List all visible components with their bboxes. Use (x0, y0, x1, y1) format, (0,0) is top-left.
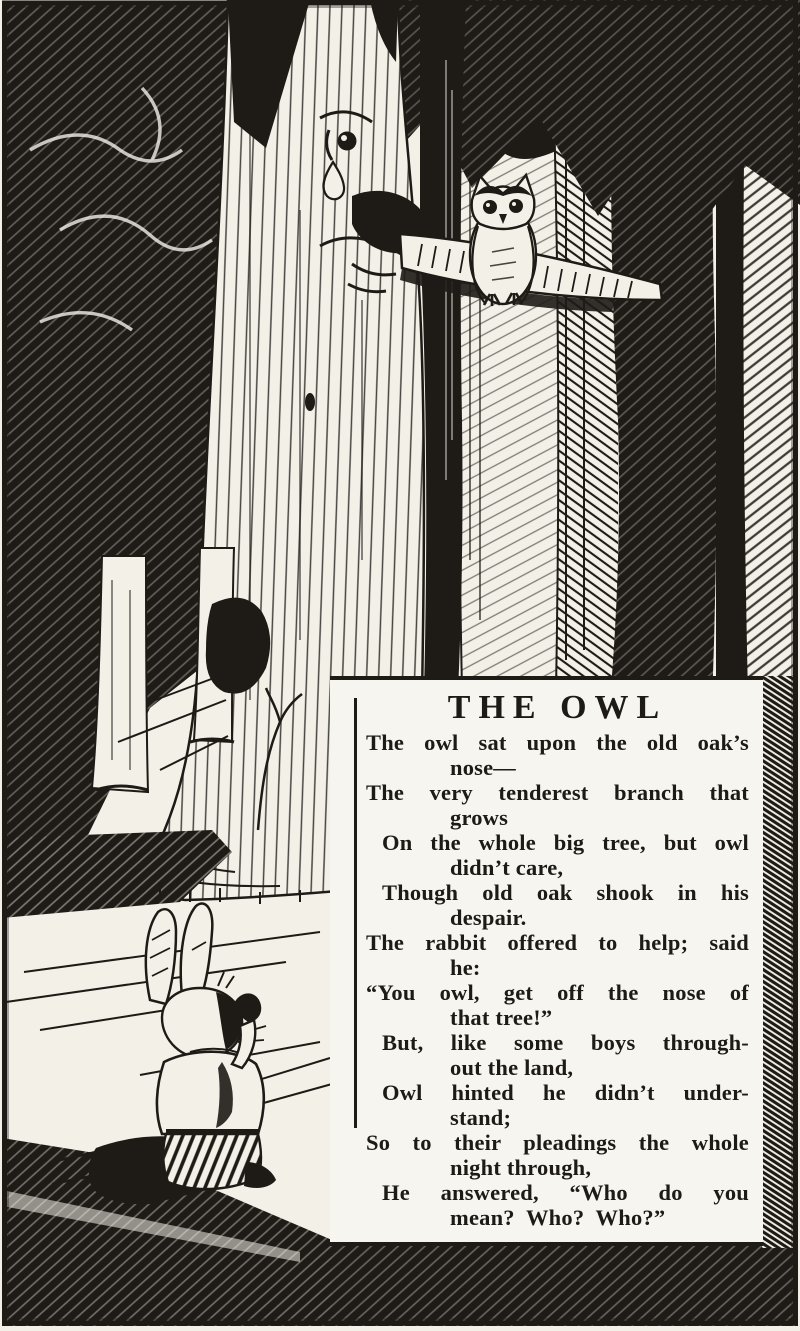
poem-line: The very tenderest branch that (366, 780, 749, 805)
poem-line: The owl sat upon the old oak’s (366, 730, 749, 755)
poem-line: night through, (450, 1155, 592, 1180)
poem-line: despair. (450, 905, 527, 930)
owl-right-eye (509, 199, 523, 213)
poem-line: that tree!” (450, 1005, 553, 1030)
poem-line: But, like some boys through- (382, 1030, 749, 1055)
poem-line: He answered, “Who do you (382, 1180, 749, 1205)
oak-eye (338, 132, 357, 151)
poem-line: stand; (450, 1105, 512, 1130)
shadow-band (420, 0, 466, 692)
poem-line: didn’t care, (450, 855, 564, 880)
poem-line: out the land, (450, 1055, 574, 1080)
poem-text (366, 730, 749, 1230)
poem-line: he: (450, 955, 481, 980)
eye-glint (512, 202, 516, 206)
owl-left-eye (483, 200, 497, 214)
poem-title: THE OWL (447, 689, 668, 726)
rabbit-jacket (157, 1052, 264, 1134)
poem-line: grows (450, 805, 509, 830)
poem-line: nose— (450, 755, 517, 780)
poem-line: “You owl, get off the nose of (366, 980, 749, 1005)
owl-figure (470, 175, 536, 306)
poem-line: On the whole big tree, but owl (382, 830, 749, 855)
knot (305, 393, 315, 411)
poem-line: Owl hinted he didn’t under- (382, 1080, 749, 1105)
poem-left-rule (354, 698, 357, 1128)
eye-glint (486, 203, 490, 207)
poem-line: Though old oak shook in his (382, 880, 749, 905)
hatch-texture (332, 1246, 798, 1326)
poem-box (330, 676, 763, 1246)
poem-line: mean? Who? Who?” (450, 1205, 666, 1230)
small-trunk (92, 556, 148, 792)
poem-line: So to their pleadings the whole (366, 1130, 749, 1155)
eye-glint (341, 135, 347, 141)
poem-line: The rabbit offered to help; said (366, 930, 749, 955)
